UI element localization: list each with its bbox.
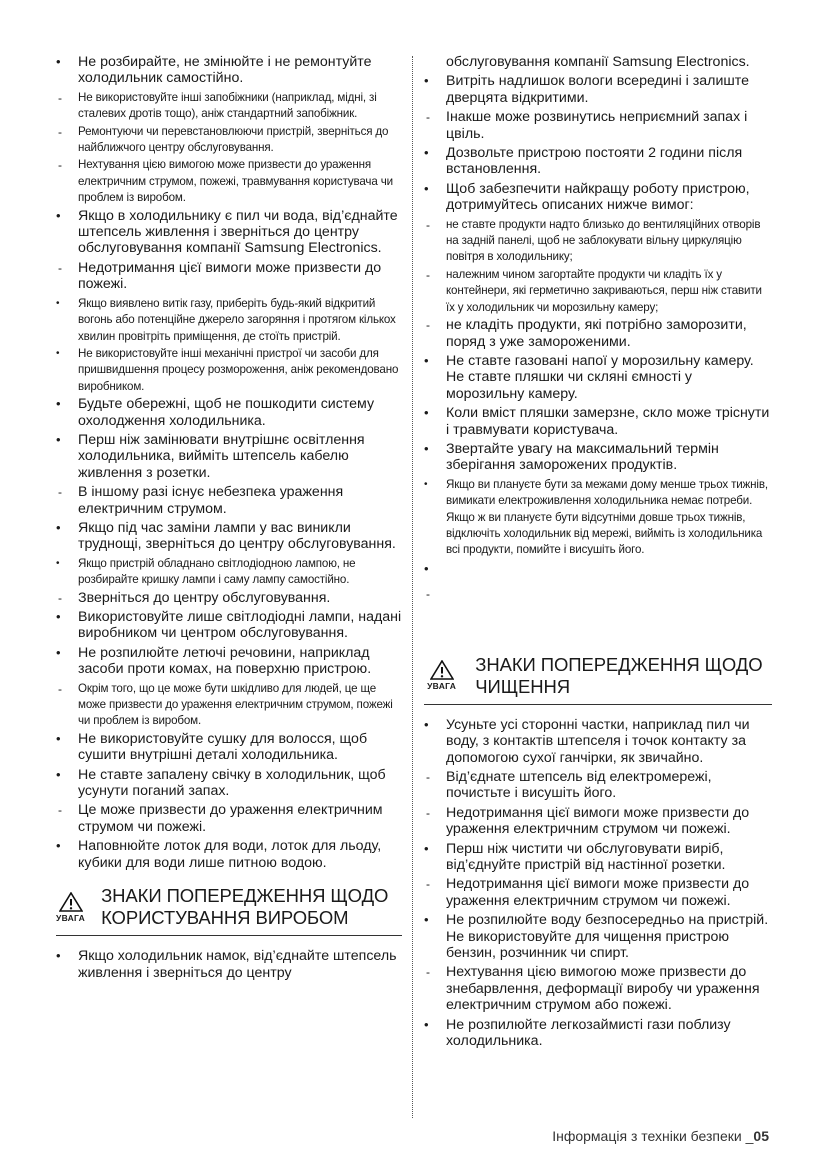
list-marker: • [424,912,429,928]
list-item-text: Якщо ви плануєте бути за межами дому менше трьох тижнів, вимикати електроживлення холодильника немає потреби. Якщо ж ви плануєте бути відсутніми довше трьох тижнів, відключіть холодильник від мережі, вийміть із холодильника всі продукти, помийте і висушіть його. [446,477,768,557]
list-item-text: Не ставте газовані напої у морозильну камеру. Не ставте пляшки чи скляні ємності у морозильну камеру. [446,352,754,402]
warning-triangle-icon [430,660,454,680]
heading-use-text: ЗНАКИ ПОПЕРЕДЖЕННЯ ЩОДО КОРИСТУВАННЯ ВИРОБОМ [101,885,389,929]
list-item [424,805,772,838]
list-item [56,609,402,642]
list-item [424,841,772,874]
list-item-text: належним чином загортайте продукти чи кладіть їх у контейнери, які герметично закриваються, перш ніж ставити їх у холодильник чи морозильну камеру; [446,267,762,314]
list-item [56,124,402,157]
warning-triangle-icon [59,892,83,912]
list-item [56,520,402,553]
list-marker: • [56,207,61,223]
page-number: 05 [753,1128,769,1144]
list-item-text: Перш ніж чистити чи обслуговувати виріб, від’єднуйте пристрій від настінної розетки. [446,840,726,874]
list-item [424,1017,772,1050]
list-item [56,948,402,981]
list-item-text: Зверніться до центру обслуговування. [78,589,331,606]
list-item [424,181,772,214]
list-item [424,876,772,909]
list-item-text: Це може призвести до ураження електричним струмом чи пожежі. [78,802,383,835]
list-marker: • [56,297,60,309]
list-item-text: Будьте обережні, щоб не пошкодити систему охолодження холодильника. [78,396,375,429]
list-item [424,769,772,802]
list-marker: • [56,766,61,782]
list-marker: • [424,73,429,89]
list-item-text: не ставте продукти надто близько до вентиляційних отворів на задній панелі, щоб не заблокувати вільну циркуляцію повітря в холодильнику; [446,217,761,264]
list-marker: • [424,840,429,856]
list-marker: - [58,90,62,105]
list-item-text: Не розбирайте, не змінюйте і не ремонтуйте холодильник самостійно. [78,54,372,87]
list-item [424,912,772,961]
list-item-text: обслуговування компанії Samsung Electronics. [446,54,750,70]
list-marker: • [424,180,429,196]
list-marker: • [56,54,61,69]
list-item-text: Нехтування цією вимогою може призвести до знебарвлення, деформації виробу чи ураження електричним струмом або пожежі. [446,964,760,1014]
list-item-text: Якщо під час заміни лампи у вас виникли труднощі, зверніться до центру обслуговування. [78,519,396,553]
list-item-text: Не розпилюйте летючі речовини, наприклад засоби проти комах, на поверхню пристрою. [78,644,372,678]
list-item [424,717,772,766]
list-item [424,109,772,142]
list-item-text: Недотримання цієї вимоги може призвести до пожежі. [78,259,382,293]
list-marker: - [58,485,62,500]
list-item [56,260,402,293]
list-marker: - [426,805,430,820]
list-item [56,484,402,517]
list-marker: - [58,803,62,818]
list-item [424,561,772,583]
warning-label: УВАГА [427,681,457,692]
empty-markers [424,561,772,608]
list-item [56,556,402,589]
list-marker: • [424,478,428,490]
list-marker: - [426,877,430,892]
list-item-text: Використовуйте лише світлодіодні лампи, надані виробником чи центром обслуговування. [78,609,402,642]
list-item [424,317,772,350]
list-item-text: Не ставте запалену свічку в холодильник, щоб усунути поганий запах. [78,766,386,800]
list-item [56,681,402,730]
list-item-text: Ремонтуючи чи перевстановлюючи пристрій, зверніться до найближчого центру обслуговування. [78,124,389,155]
heading-cleaning-text: ЗНАКИ ПОПЕРЕДЖЕННЯ ЩОДО ЧИЩЕННЯ [475,653,763,697]
list-item [56,208,402,257]
list-marker: • [56,519,61,535]
list-item-text: Усуньте усі сторонні частки, наприклад пил чи воду, з контактів штепселя і точок контакту за допомогою сухої ганчірки, як звичайно. [446,716,750,766]
safety-list-left-bottom [56,948,402,981]
list-marker: • [56,396,61,412]
list-item-text: Коли вміст пляшки замерзне, скло може тріснути і травмувати користувача. [446,405,770,438]
list-item-text: Звертайте увагу на максимальний термін зберігання заморожених продуктів. [446,440,719,474]
section-heading-cleaning [424,654,772,705]
list-marker: • [56,347,60,359]
list-marker: - [426,110,430,125]
list-item [424,217,772,266]
list-item-text: Якщо холодильник намок, від’єднайте штепсель живлення і зверніться до центру [78,948,397,981]
safety-list-right [424,54,772,559]
list-item-text: Не розпилюйте легкозаймисті гази поблизу холодильника. [446,1016,731,1050]
list-item [424,267,772,316]
list-item [56,296,402,345]
list-item [56,802,402,835]
list-marker: - [426,318,430,333]
list-item [56,90,402,123]
list-item [56,396,402,429]
list-marker: • [424,440,429,456]
list-item [56,767,402,800]
list-item-text: Інакше може розвинутись неприємний запах і цвіль. [446,109,748,142]
safety-list-right-bottom [424,717,772,1050]
list-marker: • [56,609,61,624]
list-marker: • [56,644,61,660]
list-marker: - [58,124,62,139]
list-item-text: не кладіть продукти, які потрібно заморозити, поряд з уже замороженими. [446,317,747,350]
list-marker: • [56,557,60,569]
list-item [424,353,772,402]
list-marker: • [424,405,429,421]
list-item [424,586,772,608]
list-item [56,731,402,764]
list-marker: • [424,1016,429,1032]
left-column [56,54,402,984]
list-marker: • [424,716,429,732]
list-marker: • [424,560,429,576]
list-item-text: Якщо пристрій обладнано світлодіодною лампою, не розбирайте кришку лампи і саму лампу самостійно. [78,556,356,587]
column-divider [412,56,413,1118]
list-marker: • [424,145,429,161]
list-item-text: Якщо виявлено витік газу, приберіть будь-який відкритий вогонь або потенційне джерело загоряння і протягом кількох хвилин провітріть приміщення, де стоїть пристрій. [78,296,396,343]
safety-list-left [56,54,402,871]
right-column [424,54,772,1053]
list-marker: - [426,586,430,601]
list-item [56,432,402,481]
list-item [424,73,772,106]
list-marker: - [58,260,62,275]
list-marker: - [426,267,430,282]
list-item [56,54,402,87]
section-heading-use [56,885,402,936]
list-item [56,645,402,678]
list-item-text: Дозвольте пристрою постояти 2 години після встановлення. [446,145,743,178]
list-item-text: Окрім того, що це може бути шкідливо для людей, це ще може призвести до ураження електричним струмом, пожежі чи проблем із виробом. [78,681,393,728]
list-item-text: Нехтування цією вимогою може призвести до ураження електричним струмом, пожежі, травмування користувача чи проблем із виробом. [78,158,393,205]
list-item-text: Не використовуйте сушку для волосся, щоб сушити внутрішні деталі холодильника. [78,730,368,764]
list-item-text: Не використовуйте інші механічні пристрої чи засоби для пришвидшення процесу розмороження, аніж рекомендовано виробником. [78,346,399,393]
list-item-text: Наповнюйте лоток для води, лоток для льоду, кубики для води лише питною водою. [78,838,382,871]
list-item [56,838,402,871]
list-marker: • [56,730,61,746]
list-item [56,590,402,606]
list-item [424,964,772,1013]
list-marker: - [58,590,62,605]
warning-label: УВАГА [56,912,86,923]
list-marker: • [56,838,61,854]
list-marker: - [426,217,430,232]
list-marker: - [426,965,430,980]
list-item-text: В іншому разі існує небезпека ураження електричним струмом. [78,484,344,517]
list-item [424,145,772,178]
list-marker: - [58,158,62,173]
list-item-text: Не використовуйте інші запобіжники (наприклад, мідні, зі сталевих дротів тощо), аніж стандартний запобіжник. [78,90,377,121]
list-item-text: Щоб забезпечити найкращу роботу пристрою, дотримуйтесь описаних нижче вимог: [446,180,750,214]
list-item [56,157,402,206]
list-item-text: Недотримання цієї вимоги може призвести до ураження електричним струмом чи пожежі. [446,804,750,838]
list-item [424,441,772,474]
list-marker: • [56,431,61,447]
list-item-text: Перш ніж замінювати внутрішнє освітлення холодильника, вийміть штепсель кабелю живлення з розетки. [78,431,365,481]
page-footer [552,1128,769,1144]
list-item-text: Від’єднате штепсель від електромережі, почистьте і висушіть його. [446,769,712,802]
list-item-text: Не розпилюйте воду безпосередньо на пристрій. Не використовуйте для чищення пристрою бензин, розчинник чи спирт. [446,912,769,962]
list-item [56,346,402,395]
list-marker: - [58,681,62,696]
list-item [424,477,772,559]
footer-text: Інформація з техніки безпеки _ [552,1128,754,1144]
list-marker: • [56,948,61,964]
list-item-text: Витріть надлишок вологи всередині і залиште дверцята відкритими. [446,73,749,106]
list-marker: - [426,770,430,784]
list-item [424,405,772,438]
warning-sign [424,660,459,691]
list-item-text: Недотримання цієї вимоги може призвести до ураження електричним струмом чи пожежі. [446,876,750,909]
list-item [424,54,772,70]
list-marker: • [424,352,429,368]
list-item-text: Якщо в холодильнику є пил чи вода, від’єднайте штепсель живлення і зверніться до центру обслуговування компанії Samsung Electronics. [78,207,398,257]
warning-sign [56,892,85,923]
